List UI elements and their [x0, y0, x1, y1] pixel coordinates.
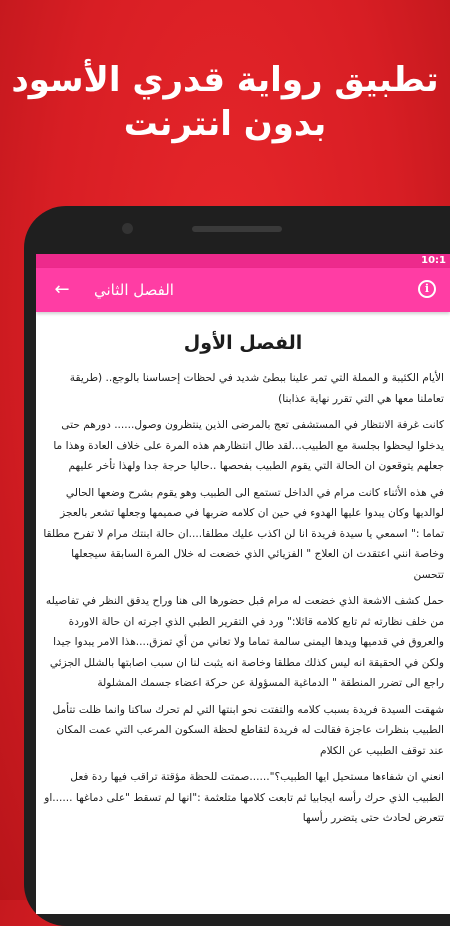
paragraph: الأيام الكئيبة و المملة التي تمر علينا ببطئ شديد في لحظات إحساسنا بالوجع.. (طريقة تعاملنا معها هي التي تقرر نهاية عذابنا) [69, 372, 444, 405]
paragraph: شهقت السيدة فريدة بسبب كلامه والتفتت نحو ابنتها التي لم تحرك ساكنا وانما ظلت تتأمل الطبيب بنظرات عاجزة فقالت له فريدة لتقاطع لحظة السكون المرعب التي عمت المكان عند توقف الطبيب عن الكلام [52, 703, 444, 757]
speaker-grille [192, 226, 282, 232]
promo-title-line-1: تطبيق رواية قدري الأسود [11, 60, 439, 100]
app-bar [36, 268, 450, 312]
phone-frame [24, 206, 450, 926]
chapter-heading: الفصل الأول [183, 332, 303, 354]
info-icon[interactable]: i [418, 280, 436, 298]
paragraph: في هذه الأثناء كانت مرام في الداخل تستمع الى الطبيب وهو يقوم بشرح وضعها الحالي لوالديها وكان يبدوا عليها الهدوء في حين ان كلامه ضربها في صميمها وجعلها تشعر بالعجز تماما :" اسمعي يا سيدة فريدة انا لن اكذب عليك مطلقا....ان حالة ابنتك مرام لا تفرح مطلقا وخاصة انني اعتقدت ان العلاج " الفزيائي الذي خضعت له خلال المرة السابقة سيجعلها تتحسن [43, 486, 444, 581]
status-bar [36, 254, 450, 268]
paragraph: كانت غرفة الانتظار في المستشفى تعج بالمرضى الذين ينتظرون وصول...... دورهم حتى يدخلوا ليحظوا بجلسة مع الطبيب...لقد طال انتظارهم هذه المرة على خلاف العادة وهذا ما جعلهم يتوقعون ان الحالة التي يقوم الطبيب بفحصها ..حاليا حرجة جدا ولهذا تأخر عليهم [53, 419, 444, 472]
app-bar-title: الفصل الثاني [94, 281, 174, 299]
phone-screen [36, 254, 450, 914]
chapter-content[interactable] [42, 316, 444, 914]
promo-title [0, 58, 450, 146]
paragraph: حمل كشف الاشعة الذي خضعت له مرام قبل حضورها الى هنا وراح يدقق النظر في تفاصيله من خلف نظارته ثم تابع كلامه قائلا:" ورد في التقرير الطبي الذي اجرته ان حالة الاوردة والعروق في قدميها ويدها اليمنى سالمة تماما ولا تعاني من أي تمزق....هذا الامر يبدوا جيدا ولكن في الحقيقة انه ليس كذلك مطلقا وخاصة انه يثبت لنا ان سبب اصابتها بالشلل الجزئي راجع الى تضرر المنطقة " الدماغية المسؤولة عن حركة اعضاء جسمك المشلولة [45, 595, 444, 689]
camera-icon [122, 223, 133, 234]
status-time: 10:1 [421, 255, 446, 266]
paragraph: انعني ان شفاءها مستحيل ايها الطبيب؟"......صمتت للحظة مؤقتة تراقب فيها ردة فعل الطبيب الذي حرك رأسه ايجابيا ثم تابعت كلامها متلعثمة :"انها لم تسقط "على دماغها ......او تتعرض لحادث حتى يتضرر رأسها [44, 771, 444, 824]
arrow-left-icon[interactable]: ← [54, 279, 70, 300]
promo-title-line-2: بدون انترنت [123, 104, 327, 144]
